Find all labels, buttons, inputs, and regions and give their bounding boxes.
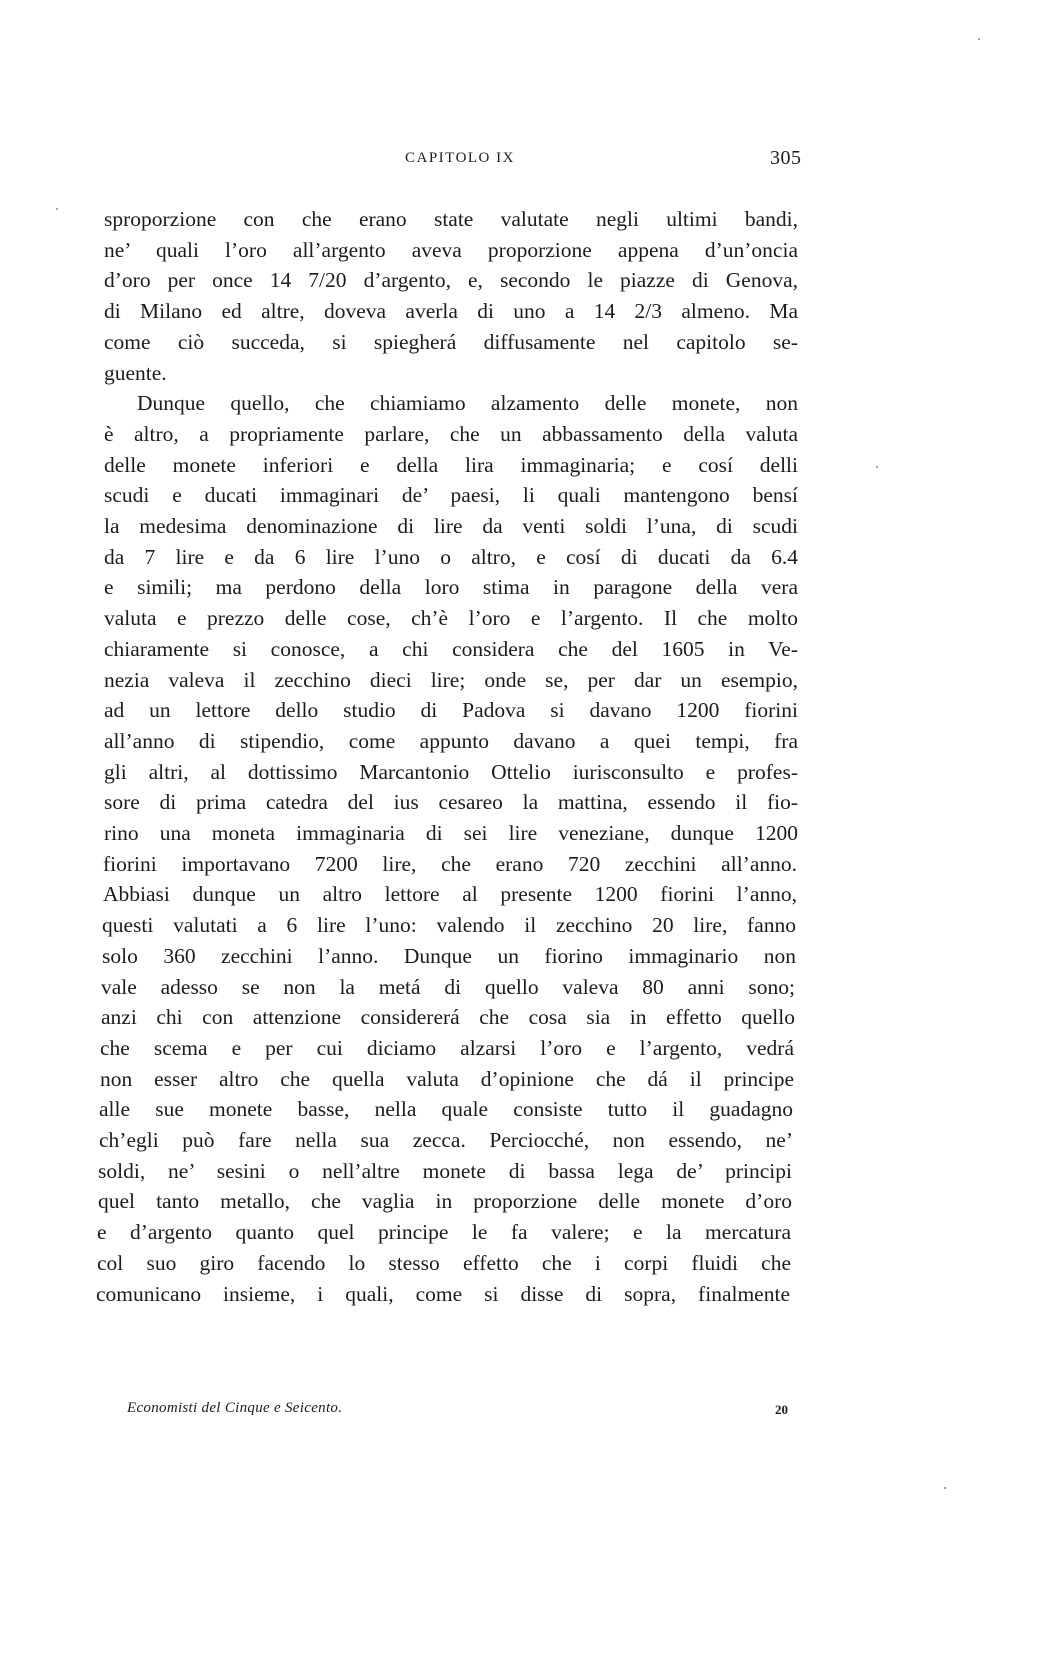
text-line: Dunque quello, che chiamiamo alzamento delle monete, non xyxy=(137,391,798,416)
text-line: all’anno di stipendio, come appunto davano a quei tempi, fra xyxy=(104,728,798,753)
text-line: fiorini importavano 7200 lire, che erano 720 zecchini all’anno. xyxy=(103,851,797,876)
text-line: come ciò succeda, si spiegherá diffusamente nel capitolo se- xyxy=(104,329,798,354)
text-line: è altro, a propriamente parlare, che un abbassamento della valuta xyxy=(104,421,798,446)
text-line: nezia valeva il zecchino dieci lire; onde se, per dar un esempio, xyxy=(104,667,798,692)
page-number: 305 xyxy=(770,147,802,169)
text-line: alle sue monete basse, nella quale consiste tutto il guadagno xyxy=(99,1097,793,1122)
text-line: delle monete inferiori e della lira immaginaria; e cosí delli xyxy=(104,452,798,477)
paper-speck xyxy=(56,208,58,210)
text-line: soldi, ne’ sesini o nell’altre monete di bassa lega de’ principi xyxy=(98,1158,792,1183)
text-line: d’oro per once 14 7/20 d’argento, e, secondo le piazze di Genova, xyxy=(104,268,798,293)
text-line: gli altri, al dottissimo Marcantonio Ottelio iurisconsulto e profes- xyxy=(104,759,798,784)
text-line: da 7 lire e da 6 lire l’uno o altro, e cosí di ducati da 6.4 xyxy=(104,544,798,569)
text-line: Abbiasi dunque un altro lettore al presente 1200 fiorini l’anno, xyxy=(103,882,797,907)
text-line: comunicano insieme, i quali, come si disse di sopra, finalmente xyxy=(96,1281,790,1306)
text-line: questi valutati a 6 lire l’uno: valendo il zecchino 20 lire, fanno xyxy=(102,913,796,938)
text-line: quel tanto metallo, che vaglia in proporzione delle monete d’oro xyxy=(98,1189,792,1214)
chapter-heading: CAPITOLO IX xyxy=(405,150,515,166)
paper-speck xyxy=(978,38,980,40)
text-line: rino una moneta immaginaria di sei lire veneziane, dunque 1200 xyxy=(104,821,798,845)
text-line: valuta e prezzo delle cose, ch’è l’oro e l’argento. Il che molto xyxy=(104,606,798,631)
text-line: sproporzione con che erano state valutate negli ultimi bandi, xyxy=(104,207,798,231)
text-line: solo 360 zecchini l’anno. Dunque un fiorino immaginario non xyxy=(102,943,796,968)
text-line: che scema e per cui diciamo alzarsi l’oro e l’argento, vedrá xyxy=(100,1035,794,1060)
text-line: guente. xyxy=(104,360,167,385)
running-head xyxy=(0,147,1052,180)
text-line: col suo giro facendo lo stesso effetto che i corpi fluidi che xyxy=(97,1250,791,1275)
text-line: scudi e ducati immaginari de’ paesi, li quali mantengono bensí xyxy=(104,483,798,508)
text-line: ne’ quali l’oro all’argento aveva proporzione appena d’un’oncia xyxy=(104,237,798,262)
text-line: sore di prima catedra del ius cesareo la mattina, essendo il fio- xyxy=(104,790,798,815)
text-line: e d’argento quanto quel principe le fa valere; e la mercatura xyxy=(97,1220,791,1245)
footer-book-title: Economisti del Cinque e Seicento. xyxy=(127,1400,343,1416)
text-line: ad un lettore dello studio di Padova si davano 1200 fiorini xyxy=(104,698,798,723)
text-line: vale adesso se non la metá di quello valeva 80 anni sono; xyxy=(101,974,795,999)
paper-speck xyxy=(944,1487,946,1489)
page-footer xyxy=(0,1400,1052,1424)
text-line: e simili; ma perdono della loro stima in paragone della vera xyxy=(104,575,798,600)
text-line: la medesima denominazione di lire da venti soldi l’una, di scudi xyxy=(104,514,798,538)
text-line: non esser altro che quella valuta d’opinione che dá il principe xyxy=(100,1066,794,1091)
text-line: di Milano ed altre, doveva averla di uno a 14 2/3 almeno. Ma xyxy=(104,299,798,324)
signature-mark: 20 xyxy=(775,1402,788,1417)
text-line: ch’egli può fare nella sua zecca. Perciocché, non essendo, ne’ xyxy=(99,1128,793,1152)
text-line: chiaramente si conosce, a chi considera che del 1605 in Ve- xyxy=(104,636,798,661)
paper-speck xyxy=(876,466,878,468)
text-line: anzi chi con attenzione considererá che cosa sia in effetto quello xyxy=(101,1005,795,1030)
